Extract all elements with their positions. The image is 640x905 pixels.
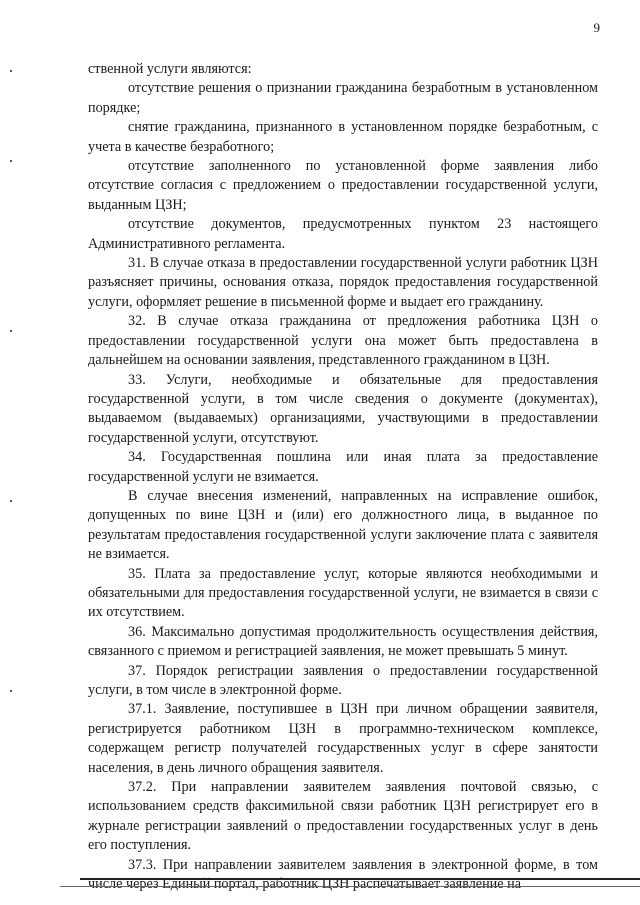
paragraph-no-unemployed-decision: отсутствие решения о признании гражданина безработным в установленном порядке;	[88, 80, 598, 116]
paragraph-33: 33. Услуги, необходимые и обязательные для предоставления государственной услуги, в том числе сведения о документе (документах), выдаваемом (выдаваемых) организациями, участвующими в предоставлении государственной услуги, отсутствуют.	[88, 371, 598, 446]
scan-edge-line	[80, 878, 640, 880]
paragraph-deregistration: снятие гражданина, признанного в установленном порядке безработным, с учета в качестве безработного;	[88, 119, 598, 155]
paragraph-37-3: 37.3. При направлении заявителем заявления в электронной форме, в том числе через Единый портал, работник ЦЗН распечатывает заявление на	[88, 856, 598, 893]
scan-margin-mark	[10, 160, 12, 162]
scan-margin-mark	[10, 70, 12, 72]
scan-margin-mark	[10, 330, 12, 332]
scan-margin-mark	[10, 500, 12, 502]
paragraph-32: 32. В случае отказа гражданина от предложения работника ЦЗН о предоставлении государственной услуги она может быть предоставлена в дальнейшем на основании заявления, представленного гражданином в ЦЗН.	[88, 313, 598, 369]
paragraph-37-2: 37.2. При направлении заявителем заявления почтовой связью, с использованием средств факсимильной связи работник ЦЗН регистрирует его в журнале регистрации заявлений о предоставлении государственных услуг в день его поступления.	[88, 779, 598, 854]
paragraph-no-documents: отсутствие документов, предусмотренных пунктом 23 настоящего Административного регламента.	[88, 216, 598, 252]
paragraph-34-errors: В случае внесения изменений, направленных на исправление ошибок, допущенных по вине ЦЗН и (или) его должностного лица, в выданное по результатам предоставления государственной услуги заключение плата с заявителя не взимается.	[88, 487, 598, 563]
paragraph-37: 37. Порядок регистрации заявления о предоставлении государственной услуги, в том числе в электронной форме.	[88, 662, 598, 698]
document-body	[88, 60, 598, 894]
paragraph-31: 31. В случае отказа в предоставлении государственной услуги работник ЦЗН разъясняет причины, основания отказа, порядок предоставления государственной услуги, оформляет решение в письменной форме и выдает его гражданину.	[88, 255, 598, 310]
scan-edge-line-thin	[60, 886, 640, 887]
page-number: 9	[593, 20, 600, 35]
paragraph-no-application: отсутствие заполненного по установленной форме заявления либо отсутствие согласия с предложением о предоставлении государственной услуги, выданным ЦЗН;	[88, 158, 598, 213]
paragraph-34: 34. Государственная пошлина или иная плата за предоставление государственной услуги не взимается.	[88, 449, 598, 485]
paragraph-36: 36. Максимально допустимая продолжительность осуществления действия, связанного с приемом и регистрацией заявления, не может превышать 5 минут.	[88, 623, 598, 660]
scan-margin-mark	[10, 690, 12, 692]
paragraph-37-1: 37.1. Заявление, поступившее в ЦЗН при личном обращении заявителя, регистрируется работником ЦЗН в программно-техническом комплексе, содержащем регистр получателей государственных услуг в сфере занятости населения, в день личного обращения заявителя.	[88, 701, 598, 776]
paragraph-continuation: ственной услуги являются:	[88, 61, 252, 77]
paragraph-35: 35. Плата за предоставление услуг, которые являются необходимыми и обязательными для предоставления государственной услуги, не взимается в связи с их отсутствием.	[88, 565, 598, 621]
